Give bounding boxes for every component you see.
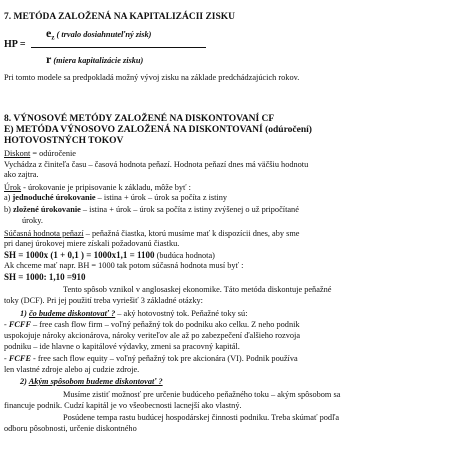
hp-label: HP =: [4, 39, 26, 50]
item-b-label: b): [4, 205, 13, 214]
section8-title1: 8. VÝNOSOVÉ METÓDY ZALOŽENÉ NA DISKONTOVANÍ CF: [4, 114, 275, 124]
sh-formula1: [4, 250, 215, 261]
item-a-term: jednoduché úrokovanie: [12, 193, 96, 202]
item-b-def: – istina + úrok – úrok sa počíta z istiny zvýšenej o už pripočítané: [80, 205, 299, 214]
q2-text: Akým spôsobom budeme diskontovať ?: [28, 377, 163, 386]
tento-line: Tento spôsob vznikol v anglosaskej ekonomike. Táto metóda diskontuje peňažné: [63, 285, 332, 294]
vychadza-line: Vychádza z činiteľa času – časová hodnota peňazí. Hodnota peňazí dnes má väčšiu hodnotu: [4, 160, 309, 169]
urok-def: - úrokovanie je pripisovanie k základu, môže byť :: [21, 183, 191, 192]
fcff-def: – free cash flow firm – voľný peňažný tok do podniku ako celku. Z neho podnik: [30, 320, 300, 329]
q2-label: 2): [20, 377, 29, 386]
section8-title2: E) METÓDA VÝNOSOVO ZALOŽENÁ NA DISKONTOVANÍ (odúročení): [4, 125, 312, 135]
fcfe-def: - free sach flow equity – voľný peňažný tok pre akcionára (VI). Podnik používa: [30, 354, 298, 363]
diskont-def: = odúročenie: [30, 149, 76, 158]
posudene-line2: odboru pôsobnosti, určenie diskontného: [4, 424, 137, 433]
fcff-term: - FCFF: [4, 320, 31, 329]
item-a-def: – istina + úrok – úrok sa počíta z istiny: [95, 193, 228, 202]
denominator-text: (miera kapitalizácie zisku): [51, 56, 144, 65]
section8-title3: HOTOVOSTNÝCH TOKOV: [4, 136, 124, 146]
numerator-subscript: z: [51, 33, 55, 42]
fcff-line: [4, 320, 300, 330]
q1-text: čo budeme diskontovať ?: [29, 309, 116, 318]
numerator-symbol: e: [46, 26, 52, 40]
musime-line: Musíme zistiť možnosť pre určenie budúceho peňažného toku – akým spôsobom sa: [63, 390, 341, 399]
denominator-symbol: r: [46, 52, 52, 66]
sucasna-term: Súčasná hodnota peňazí: [4, 229, 84, 238]
diskont-line: [4, 149, 76, 159]
sh-formula1-note: (budúca hodnota): [154, 251, 215, 260]
question-1: [20, 309, 248, 319]
urok-line: [4, 183, 191, 193]
ak-line: Ak chceme mať napr. BH = 1000 tak potom súčasná hodnota musí byť :: [4, 261, 244, 270]
item-b-term: zložené úrokovanie: [13, 205, 81, 214]
q1-after: – aký hotovostný tok. Peňažné toky sú:: [115, 309, 248, 318]
section7-title: 7. METÓDA ZALOŽENÁ NA KAPITALIZÁCII ZISKU: [4, 12, 236, 22]
list-item-a: [4, 193, 227, 203]
sucasna-line2: pri danej úrokovej miere získali požadovanú čiastku.: [4, 239, 180, 248]
list-item-b-cont: úroky.: [22, 216, 43, 225]
question-2: [20, 377, 163, 387]
vychadza-line2: ako zajtra.: [4, 170, 39, 179]
formula-numerator: [46, 28, 151, 43]
sucasna-def: – peňažná čiastka, ktorú musíme mať k dispozícii dnes, aby sme: [83, 229, 300, 238]
fcfe-term: - FCFE: [4, 354, 31, 363]
sucasna-line: [4, 229, 299, 239]
tento-line2: toky (DCF). Pri jej použití treba vyriešiť 3 základné otázky:: [4, 296, 203, 305]
sh-formula2: SH = 1000: 1,10 =910: [4, 272, 86, 282]
fcff-line2: uspokojuje nároky akcionárova, nároky veriteľov ale až po zabezpečení ďalšieho rozvoja: [4, 331, 301, 340]
fcff-line3: podniku – ide hlavne o kapitálové výdavky, zmeni sa pracovný kapitál.: [4, 342, 240, 351]
urok-term: Úrok: [4, 183, 22, 192]
numerator-text: ( trvalo dosiahnuteľný zisk): [54, 30, 152, 39]
formula-denominator: [46, 54, 143, 66]
fcfe-line: [4, 354, 298, 364]
diskont-term: Diskont: [4, 149, 31, 158]
fraction-bar: [31, 47, 206, 48]
section7-note: Pri tomto modele sa predpokladá možný vývoj zisku na základe predchádzajúcich rokov.: [4, 73, 300, 82]
list-item-b: [4, 205, 299, 215]
fcfe-line2: len vlastné zdroje alebo aj cudzie zdroje.: [4, 365, 140, 374]
posudene-line: Posúdene tempa rastu budúcej hospodárskej činnosti podniku. Treba skúmať podľa: [63, 413, 340, 422]
q1-label: 1): [20, 309, 29, 318]
musime-line2: financuje podnik. Cudzí kapitál je vo všeobecnosti lacnejší ako vlastný.: [4, 401, 242, 410]
item-a-label: a): [4, 193, 13, 202]
sh-formula1-main: SH = 1000x (1 + 0,1 ) = 1000x1,1 = 1100: [4, 250, 155, 260]
